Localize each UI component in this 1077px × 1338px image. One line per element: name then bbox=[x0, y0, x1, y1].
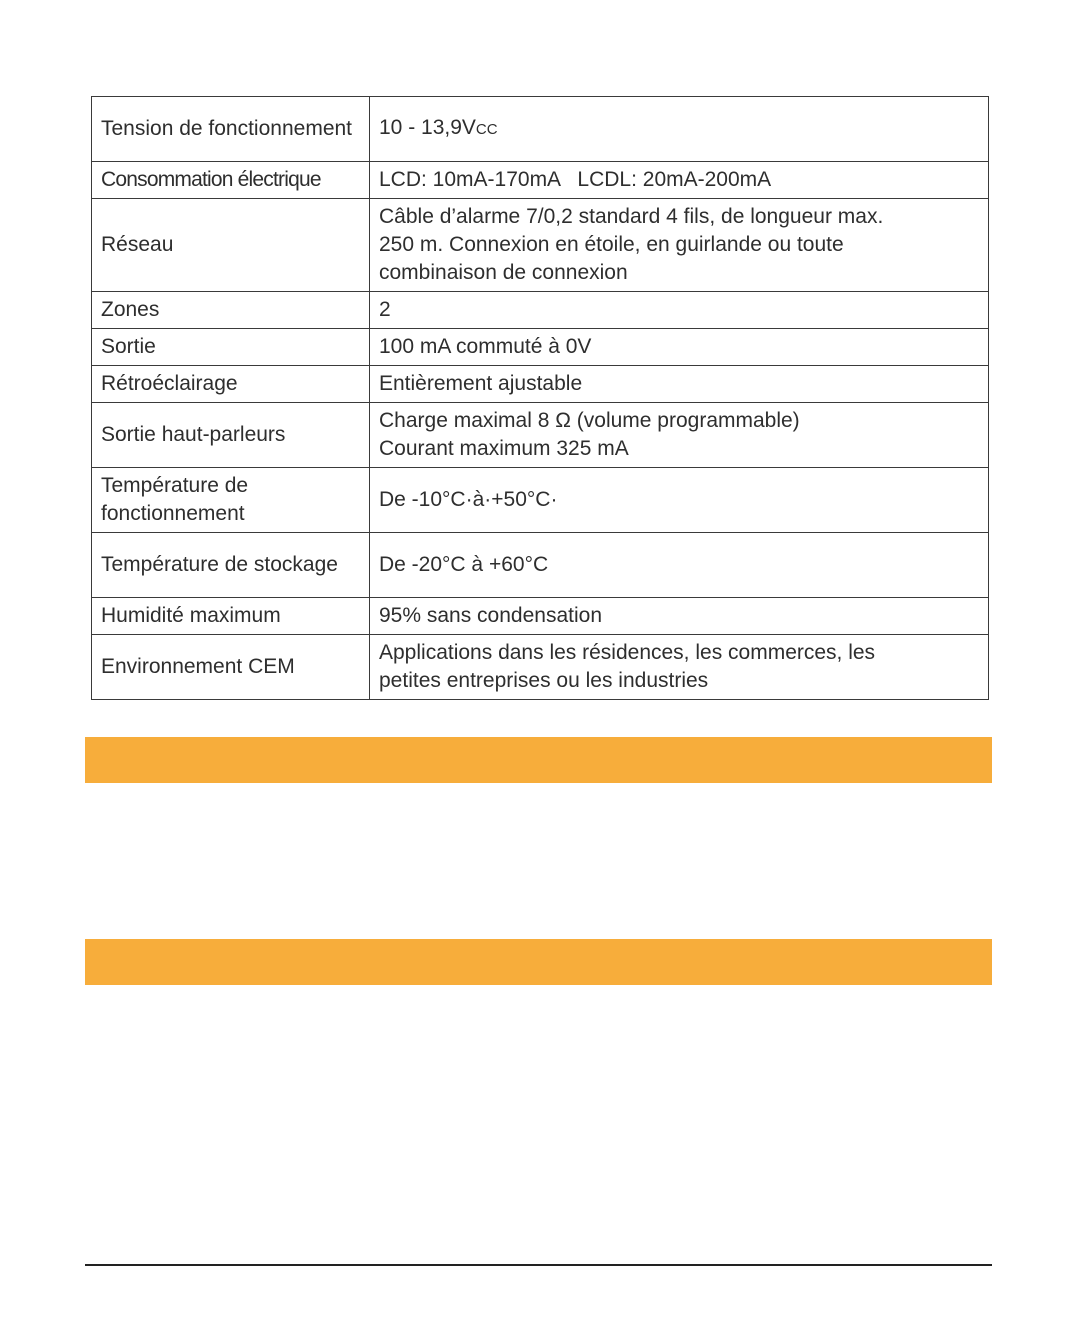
table-row bbox=[92, 598, 989, 635]
spec-label-text: Rétroéclairage bbox=[101, 372, 238, 395]
spec-value-text: 10 - 13,9V bbox=[379, 116, 476, 139]
spec-label bbox=[92, 97, 370, 162]
spec-label bbox=[92, 292, 370, 329]
table-row bbox=[92, 635, 989, 700]
table-row bbox=[92, 533, 989, 598]
spec-value-text: Entièrement ajustable bbox=[379, 372, 583, 395]
spec-value-text: 2 bbox=[379, 298, 391, 321]
table-row bbox=[92, 366, 989, 403]
spec-label bbox=[92, 366, 370, 403]
spec-label bbox=[92, 533, 370, 598]
spec-label bbox=[92, 598, 370, 635]
table-row bbox=[92, 199, 989, 292]
spec-value bbox=[370, 635, 989, 700]
spec-label-text: Environnement CEM bbox=[101, 655, 295, 678]
spec-label-text: Sortie haut-parleurs bbox=[101, 423, 286, 446]
spec-value-line: petites entreprises ou les industries bbox=[379, 669, 709, 692]
spec-value bbox=[370, 468, 989, 533]
spec-value-line: 250 m. Connexion en étoile, en guirlande ou toute bbox=[379, 233, 844, 256]
specifications-table bbox=[91, 96, 989, 700]
spec-value bbox=[370, 366, 989, 403]
spec-label-text: Température de fonctionnement bbox=[101, 474, 249, 525]
spec-value bbox=[370, 97, 989, 162]
section-header-bar bbox=[85, 737, 992, 783]
spec-label bbox=[92, 162, 370, 199]
spec-label-text: Température de stockage bbox=[101, 553, 338, 576]
spec-value-text: De -10°C·à·+50°C· bbox=[379, 488, 558, 511]
spec-value-line: Applications dans les résidences, les commerces, les bbox=[379, 641, 876, 664]
spec-value-text: LCD: 10mA-170mA LCDL: 20mA-200mA bbox=[379, 168, 772, 191]
spec-label bbox=[92, 199, 370, 292]
table-row bbox=[92, 292, 989, 329]
spec-value-text: 100 mA commuté à 0V bbox=[379, 335, 592, 358]
table-row bbox=[92, 162, 989, 199]
spec-value-text: De -20°C à +60°C bbox=[379, 553, 549, 576]
spec-label-text: Tension de fonctionnement bbox=[101, 117, 353, 140]
spec-value bbox=[370, 329, 989, 366]
spec-value-unit: CC bbox=[475, 121, 498, 138]
table-row bbox=[92, 97, 989, 162]
spec-label-text: Réseau bbox=[101, 233, 174, 256]
spec-label bbox=[92, 468, 370, 533]
table-row bbox=[92, 403, 989, 468]
spec-value-line: Charge maximal 8 Ω (volume programmable) bbox=[379, 409, 800, 432]
table-row bbox=[92, 329, 989, 366]
spec-label bbox=[92, 403, 370, 468]
spec-label-text: Sortie bbox=[101, 335, 156, 358]
spec-value bbox=[370, 598, 989, 635]
spec-label-text: Humidité maximum bbox=[101, 604, 281, 627]
spec-value-text: 95% sans condensation bbox=[379, 604, 602, 627]
spec-label-text: Zones bbox=[101, 298, 160, 321]
spec-label bbox=[92, 635, 370, 700]
spec-value bbox=[370, 292, 989, 329]
section-header-bar bbox=[85, 939, 992, 985]
spec-value bbox=[370, 403, 989, 468]
spec-value-line: combinaison de connexion bbox=[379, 261, 628, 284]
spec-value bbox=[370, 199, 989, 292]
footer-divider bbox=[85, 1264, 992, 1266]
spec-label bbox=[92, 329, 370, 366]
spec-value-line: Câble d’alarme 7/0,2 standard 4 fils, de longueur max. bbox=[379, 205, 884, 228]
spec-label-text: Consommation électrique bbox=[101, 168, 321, 191]
table-row bbox=[92, 468, 989, 533]
spec-value bbox=[370, 162, 989, 199]
spec-value bbox=[370, 533, 989, 598]
spec-value-line: Courant maximum 325 mA bbox=[379, 437, 629, 460]
